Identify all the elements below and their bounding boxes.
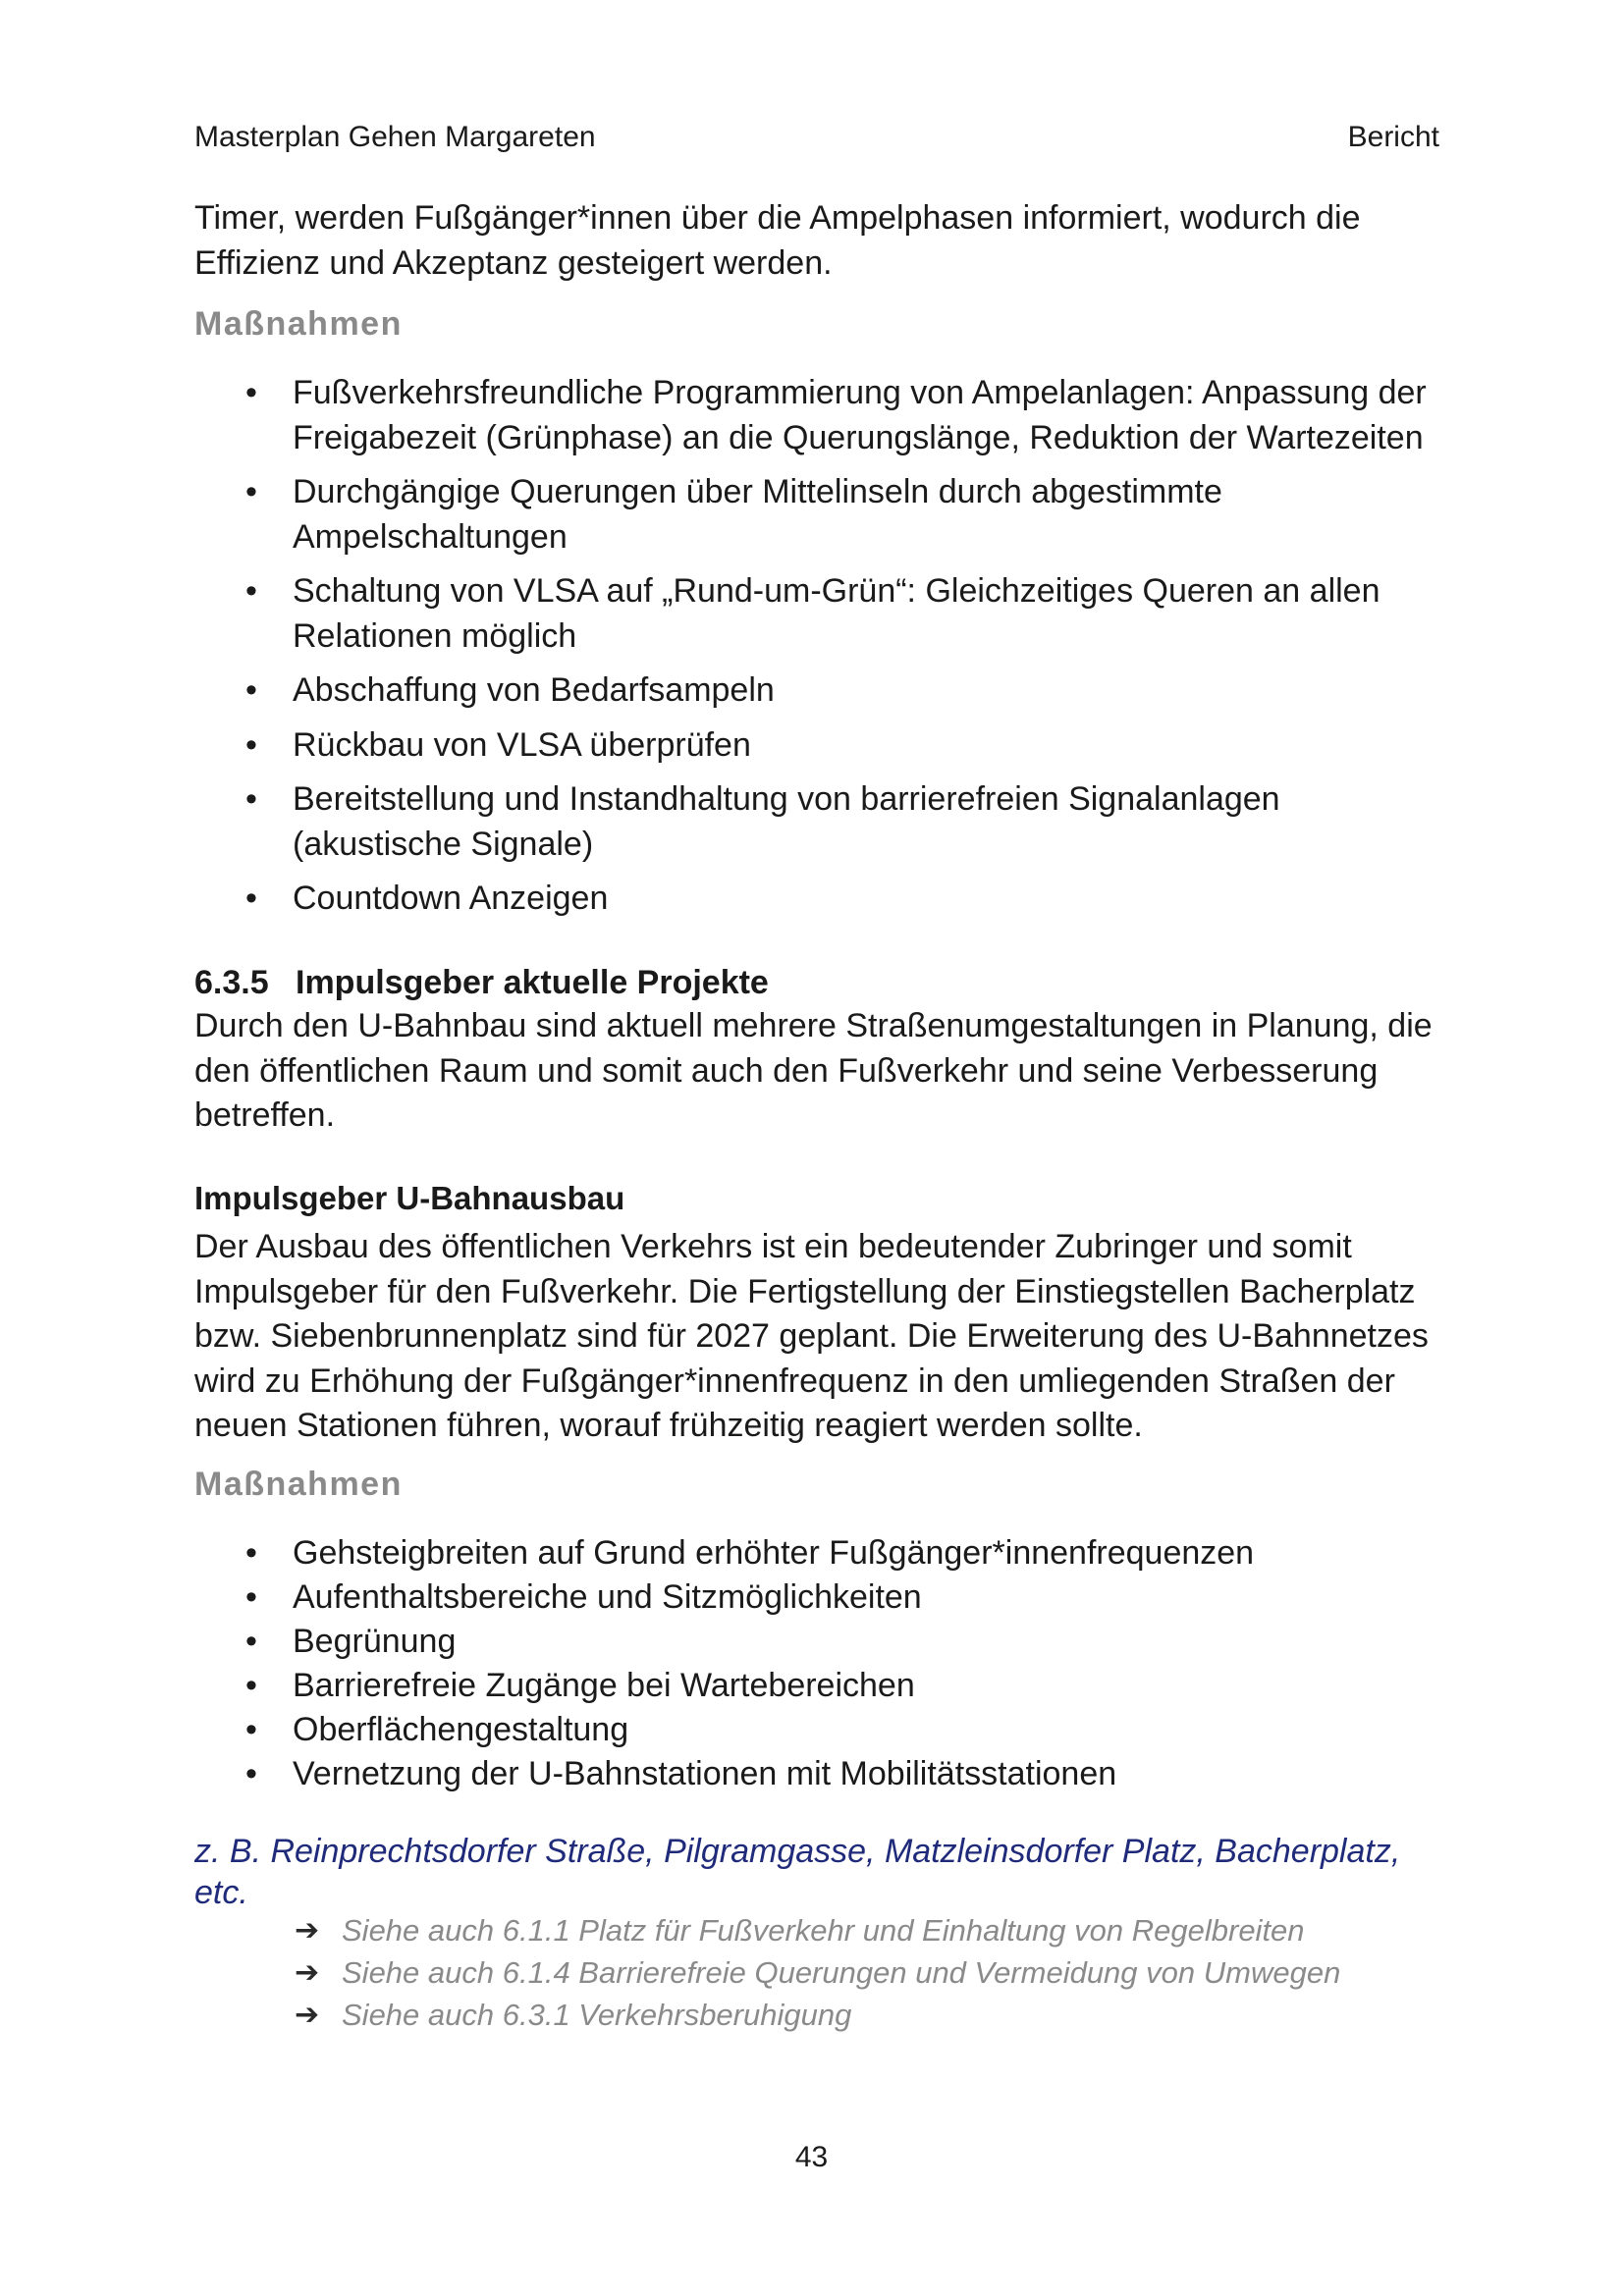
list-item: • Barrierefreie Zugänge bei Wartebereichen bbox=[194, 1664, 1439, 1708]
header-section: Bericht bbox=[1347, 121, 1439, 153]
reference-text: Siehe auch 6.1.4 Barrierefreie Querungen und Vermeidung von Umwegen bbox=[342, 1955, 1341, 1990]
subsection-heading: Impulsgeber U-Bahnausbau bbox=[194, 1180, 625, 1216]
reference-item bbox=[194, 1994, 1439, 2036]
list-item: • Gehsteigbreiten auf Grund erhöhter Fußgänger*innenfrequenzen bbox=[194, 1531, 1439, 1575]
reference-text: Siehe auch 6.1.1 Platz für Fußverkehr und Einhaltung von Regelbreiten bbox=[342, 1913, 1305, 1948]
section-heading bbox=[194, 962, 1439, 1003]
arrow-right-icon: ➔ bbox=[295, 1914, 320, 1947]
list-item: • Oberflächengestaltung bbox=[194, 1708, 1439, 1752]
page-number: 43 bbox=[794, 2141, 829, 2173]
arrow-right-icon: ➔ bbox=[295, 1956, 320, 1989]
intro-paragraph: Timer, werden Fußgänger*innen über die Ampelphasen informiert, wodurch die Effizienz und Akzeptanz gesteigert werden. bbox=[194, 199, 1361, 282]
measures-list-2 bbox=[194, 1531, 1439, 1796]
massnahmen-heading-1: Maßnahmen bbox=[194, 305, 403, 343]
measures-list-1 bbox=[194, 371, 1439, 932]
subsection-paragraph: Der Ausbau des öffentlichen Verkehrs ist ein bedeutender Zubringer und somit Impulsgeber für den Fußverkehr. Die Fertigstellung der Einstiegstellen Bacherplatz bzw. Siebenbrunnenplatz sind für 2027 geplant. Die Erweiterung des U-Bahnnetzes wird zu Erhöhung der Fußgänger*innenfrequenz in den umliegenden Straßen der neuen Stationen führen, worauf frühzeitig reagiert werden sollte. bbox=[194, 1228, 1429, 1444]
section-number: 6.3.5 bbox=[194, 964, 269, 1001]
list-item: • Aufenthaltsbereiche und Sitzmöglichkeiten bbox=[194, 1575, 1439, 1620]
list-item: • Fußverkehrsfreundliche Programmierung von Ampelanlagen: Anpassung der Freigabezeit (Grünphase) an die Querungslänge, Reduktion der Wartezeiten bbox=[194, 371, 1439, 460]
section-paragraph: Durch den U-Bahnbau sind aktuell mehrere Straßenumgestaltungen in Planung, die den öffentlichen Raum und somit auch den Fußverkehr und seine Verbesserung betreffen. bbox=[194, 1007, 1433, 1134]
example-text: z. B. Reinprechtsdorfer Straße, Pilgramgasse, Matzleinsdorfer Platz, Bacherplatz, etc. bbox=[194, 1833, 1401, 1911]
list-item: • Vernetzung der U-Bahnstationen mit Mobilitätsstationen bbox=[194, 1752, 1439, 1796]
list-item: • Abschaffung von Bedarfsampeln bbox=[194, 668, 1439, 714]
list-item: • Begrünung bbox=[194, 1620, 1439, 1664]
list-item: • Durchgängige Querungen über Mittelinseln durch abgestimmte Ampelschaltungen bbox=[194, 470, 1439, 560]
list-item: • Countdown Anzeigen bbox=[194, 877, 1439, 922]
arrow-right-icon: ➔ bbox=[295, 1999, 320, 2031]
header-title: Masterplan Gehen Margareten bbox=[194, 121, 596, 153]
list-item: • Bereitstellung und Instandhaltung von barrierefreien Signalanlagen (akustische Signale) bbox=[194, 777, 1439, 867]
reference-item bbox=[194, 1951, 1439, 1994]
references-list bbox=[194, 1909, 1439, 2036]
section-title: Impulsgeber aktuelle Projekte bbox=[296, 964, 769, 1001]
massnahmen-heading-2: Maßnahmen bbox=[194, 1466, 403, 1503]
reference-item bbox=[194, 1909, 1439, 1951]
reference-text: Siehe auch 6.3.1 Verkehrsberuhigung bbox=[342, 1998, 852, 2032]
list-item: • Schaltung von VLSA auf „Rund-um-Grün“: Gleichzeitiges Queren an allen Relationen möglich bbox=[194, 569, 1439, 659]
list-item: • Rückbau von VLSA überprüfen bbox=[194, 723, 1439, 769]
page-header bbox=[194, 120, 1439, 155]
